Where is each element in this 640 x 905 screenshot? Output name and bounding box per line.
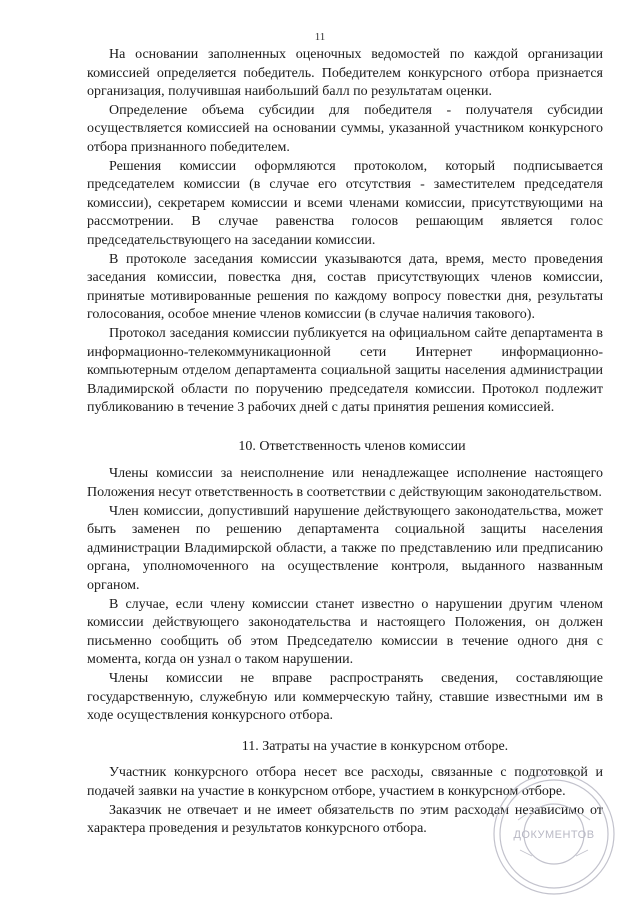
document-body — [87, 46, 603, 839]
paragraph: Решения комиссии оформляются протоколом, который подписывается председателем комиссии (в случае его отсутствия - заместителем председателя комиссии), секретарем комиссии и всеми членами комиссии, присутствующими на рассмотрении. В случае равенства голосов решающим является голос председательствующего на заседании комиссии. — [87, 158, 603, 248]
stamp-label: ДОКУМЕНТОВ — [513, 829, 595, 841]
paragraph: На основании заполненных оценочных ведомостей по каждой организации комиссией определяется победитель. Победителем конкурсного отбора признается организация, получившая наибольший балл по результатам оценки. — [87, 47, 603, 100]
paragraph: Члены комиссии не вправе распространять сведения, составляющие государственную, служебную или коммерческую тайну, ставшие известными им в ходе осуществления конкурсного отбора. — [87, 671, 603, 724]
paragraph: Член комиссии, допустивший нарушение действующего законодательства, может быть заменен по решению департамента социальной защиты населения администрации Владимирской области, а также по представлению или предписанию органа, уполномоченного на осуществление контроля, выданного названным органом. — [87, 503, 603, 594]
paragraph: В случае, если члену комиссии станет известно о нарушении другим членом комиссии действующего законодательства и настоящего Положения, он должен письменно сообщить об этом Председателю комиссии в течение одного дня с момента, когда он узнал о таком нарушении. — [87, 596, 603, 668]
section-11-title: 11. Затраты на участие в конкурсном отборе. — [241, 738, 509, 754]
paragraph: Протокол заседания комиссии публикуется на официальном сайте департамента в информационно-телекоммуникационной сети Интернет информационно-компьютерным отделом департамента социальной защиты населения администрации Владимирской области по поручению председателя комиссии. Протокол подлежит публикованию в течение 3 рабочих дней с даты принятия решения комиссией. — [87, 325, 603, 416]
paragraph: Заказчик не отвечает и не имеет обязательств по этим расходам независимо от характера проведения и результатов конкурсного отбора. — [87, 802, 603, 837]
paragraph: Участник конкурсного отбора несет все расходы, связанные с подготовкой и подачей заявки на участие в конкурсном отборе, участием в конкурсном отборе. — [87, 765, 603, 799]
paragraph: Определение объема субсидии для победителя - получателя субсидии осуществляется комиссией на основании суммы, указанной участником конкурсного отбора признанного победителем. — [87, 102, 603, 155]
section-10-title: 10. Ответственность членов комиссии — [238, 438, 466, 454]
page-number: 11 — [314, 31, 326, 43]
paragraph: В протоколе заседания комиссии указываются дата, время, место проведения заседания комиссии, повестка дня, состав присутствующих членов комиссии, принятые мотивированные решения по каждому вопросу повестки дня, результаты голосования, особое мнение членов комиссии (в случае наличия такового). — [87, 251, 603, 323]
paragraph: Члены комиссии за неисполнение или ненадлежащее исполнение настоящего Положения несут ответственность в соответствии с действующим законодательством. — [87, 466, 603, 501]
seal-stamp-icon — [488, 768, 620, 900]
